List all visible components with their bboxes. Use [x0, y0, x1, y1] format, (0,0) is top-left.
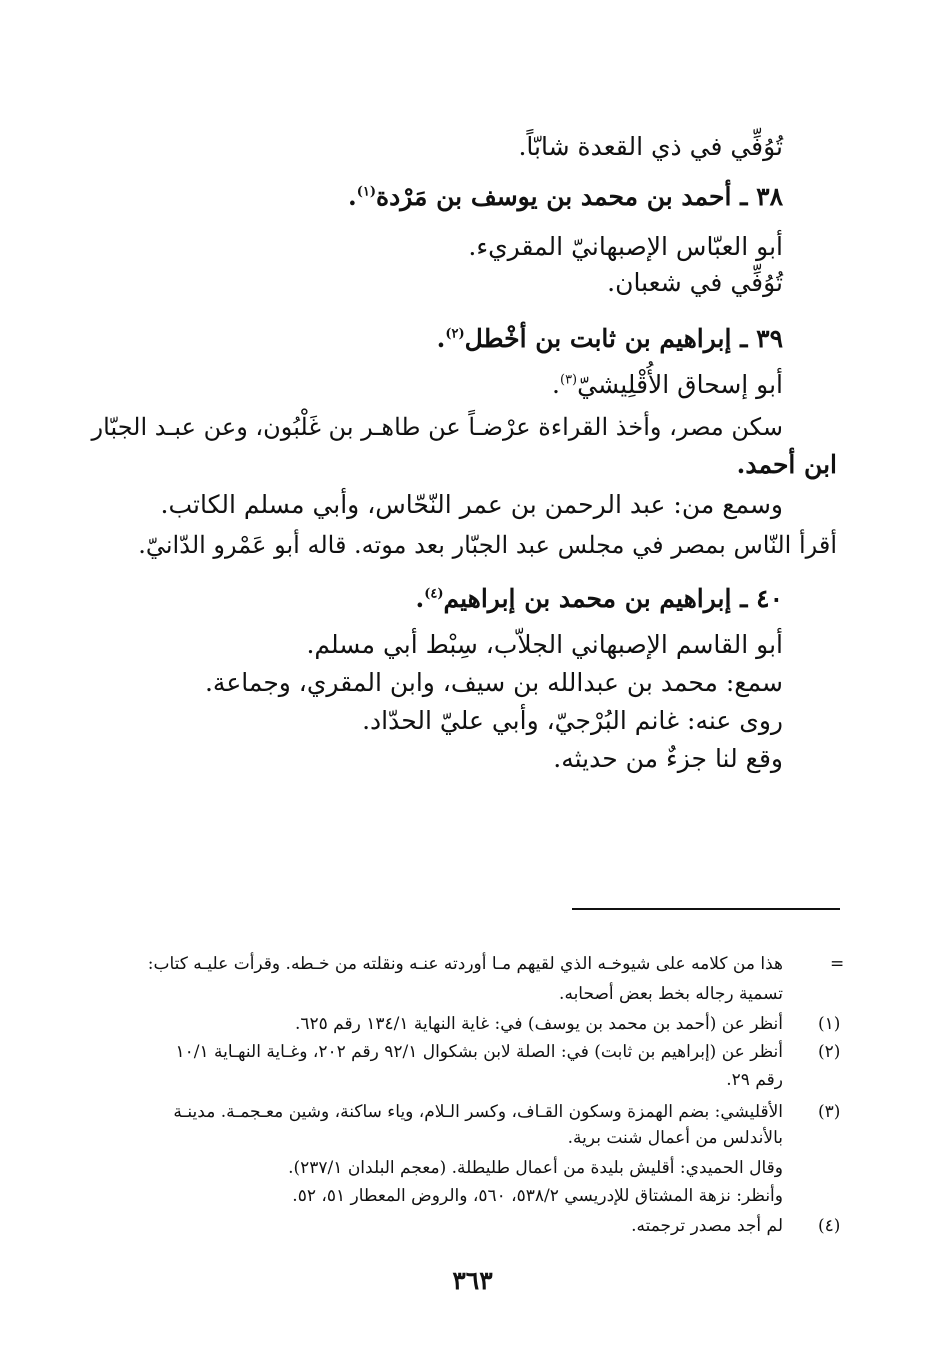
text-line: أقرأ النّاس بمصر في مجلس عبد الجبّار بعد موته. قاله أبو عَمْرو الدّانيّ. — [138, 531, 837, 559]
footnote-divider — [572, 908, 840, 910]
text-line: تُوُفِّي في ذي القعدة شابّاً. — [518, 132, 783, 161]
footnote-ref: (٣) — [559, 372, 578, 388]
text-line: وقع لنا جزءٌ من حديثه. — [553, 744, 783, 773]
entry-heading-40: ٤٠ ـ إبراهيم بن محمد بن إبراهيم$^{(٤)}$. — [415, 584, 783, 613]
footnote-line: وأنظر: نزهة المشتاق للإدريسي ٥٣٨/٢، ٥٦٠، والروض المعطار ٥١، ٥٢. — [292, 1186, 783, 1206]
footnote-4: لم أجد مصدر ترجمته. — [631, 1216, 783, 1236]
entry-heading-39: ٣٩ ـ إبراهيم بن ثابت بن أخْطل$^{(٢)}$. — [436, 324, 783, 353]
footnote-line: وقال الحميدي: أقليش بليدة من أعمال طليطلة. (معجم البلدان ٢٣٧/١). — [288, 1158, 783, 1178]
text-line: وسمع من: عبد الرحمن بن عمر النّحّاس، وأبي مسلم الكاتب. — [160, 490, 783, 519]
footnote-ref: (١) — [356, 184, 377, 200]
footnote-marker: (٣) — [818, 1102, 841, 1122]
footnote-marker: (٤) — [818, 1216, 841, 1236]
text-line: روى عنه: غانم البُرْجيّ، وأبي عليّ الحدّاد. — [362, 706, 783, 735]
text-line: سمع: محمد بن عبدالله بن سيف، وابن المقري، وجماعة. — [204, 668, 783, 697]
text-line: أبو العبّاس الإصبهانيّ المقريء. — [468, 232, 783, 261]
entry-heading-38: ٣٨ ـ أحمد بن محمد بن يوسف بن مَرْدة$^{(١)}$. — [348, 182, 783, 211]
footnote-ref: (٤) — [424, 586, 444, 602]
text-line: ابن أحمد. — [736, 450, 837, 479]
footnote-marker: = — [830, 954, 845, 974]
footnote-marker: (١) — [818, 1014, 841, 1034]
text-line: أبو إسحاق الأُقْلِيشيّ$^{(٣)}$. — [552, 370, 783, 399]
footnote-line: بالأندلس من أعمال شنت برية. — [567, 1128, 783, 1148]
text-line: سكن مصر، وأخذ القراءة عرْضـاً عن طاهـر بن غَلْبُون، وعن عبـد الجبّار — [91, 413, 783, 441]
footnote-3: الأقليشي: بضم الهمزة وسكون القـاف، وكسر الـلام، وياء ساكنة، وشين معـجمـة. مدينـة — [173, 1102, 783, 1122]
footnote-line: تسمية رجاله بخط بعض أصحابه. — [559, 984, 783, 1004]
text-line: تُوُفِّي في شعبان. — [607, 268, 783, 297]
page-number: ٣٦٣ — [452, 1266, 493, 1295]
footnote-1: أنظر عن (أحمد بن محمد بن يوسف) في: غاية النهاية ١٣٤/١ رقم ٦٢٥. — [294, 1014, 783, 1034]
text-line: أبو القاسم الإصبهاني الجلاّب، سِبْط أبي مسلم. — [306, 630, 783, 659]
footnote-line: هذا من كلامه على شيوخـه الذي لقيهم مـا أوردته عنـه ونقلته من خـطه. وقرأت عليـه كتاب: — [147, 954, 783, 974]
footnote-line: رقم ٢٩. — [726, 1070, 783, 1090]
footnote-2: أنظر عن (إبراهيم بن ثابت) في: الصلة لابن بشكوال ٩٢/١ رقم ٢٠٢، وغـاية النهـاية ١٠/١ — [175, 1042, 783, 1062]
footnote-marker: (٢) — [818, 1042, 841, 1062]
footnote-ref: (٢) — [445, 326, 465, 342]
